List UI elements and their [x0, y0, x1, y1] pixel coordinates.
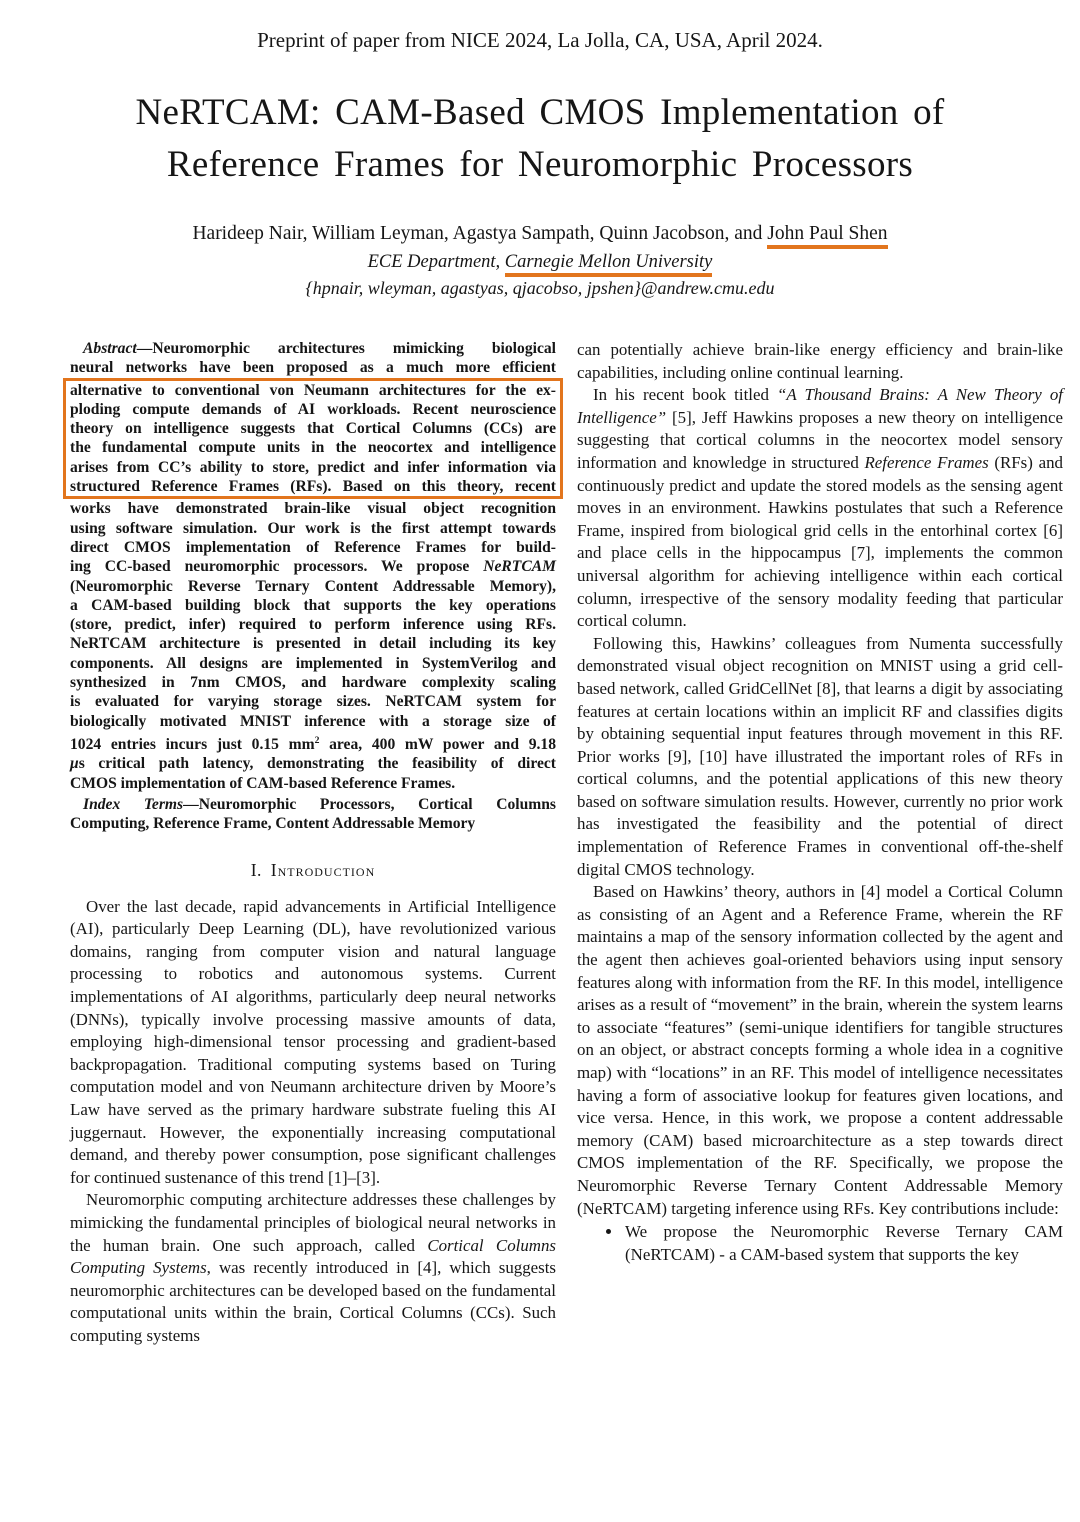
text-segment: Cortical Columns Computing Systems: [70, 1235, 557, 1278]
text-segment: Index Terms: [83, 796, 184, 814]
text-segment: (RFs) and continuously predict and update the stored models as the sensing agent moves in an environment. Hawkins postulates that such a Reference Frame, inspired from biological grid cells in the entorhinal cortex [6] and place cells in the hippocampus [7], implements the common universal algorithm for achieving intelligence within each cortical column, irrespective of the sensory modality feeding that particular cortical column.: [577, 452, 1063, 631]
paragraph: [577, 633, 1063, 882]
text-segment: μ: [70, 755, 79, 773]
abstract-line: [70, 634, 556, 653]
paragraph: [577, 384, 1063, 633]
abstract-line: [70, 419, 556, 438]
text-segment: s critical path latency, demonstrating the feasibility of direct: [78, 755, 556, 773]
author-list: [0, 223, 1080, 245]
text-segment: Based on Hawkins’ theory, authors in [4] model a Cortical Column as consisting of an Agent and a Reference Frame, wherein the RF maintains a map of the sensory information collected by the agent and the agent then achieves goal-oriented behaviors using input sensory features along with information from the RF. In this model, intelligence arises as a result of “movement” in the brain, wherein the system learns to associate “features” (semi-unique identifiers for tangible structures on an object, or abstract concepts forming a whole idea in a cognitive map) with “locations” in an RF. This model of intelligence necessitates having a form of associative lookup for features given locations, and vice versa. Hence, in this work, we propose a content addressable memory (CAM) based microarchitecture as a step towards direct CMOS implementation of the RF. Specifically, we propose the Neuromorphic Reverse Ternary Content Addressable Memory (NeRTCAM) targeting inference using RFs. Key contributions include:: [577, 882, 1063, 1218]
affiliation-cmu-highlighted: Carnegie Mellon University: [505, 252, 713, 277]
affiliation-department: ECE Department,: [367, 252, 505, 272]
text-segment: arises from CC’s ability to store, predict and infer information via: [70, 458, 556, 476]
text-segment: 2: [314, 734, 320, 746]
text-segment: “A Thousand Brains: A New Theory of Intelligence”: [577, 385, 1063, 427]
abstract-line: [70, 400, 556, 419]
abstract-line: [70, 615, 556, 634]
text-segment: a CAM-based building block that supports the key operations: [70, 596, 556, 614]
text-segment: NeRTCAM architecture is presented in detail including its key: [70, 635, 556, 653]
text-segment: (store, predict, infer) required to perform inference using RFs.: [70, 616, 556, 634]
text-segment: (Neuromorphic Reverse Ternary Content Addressable Memory),: [70, 577, 556, 595]
introduction-left-paragraphs: [70, 896, 556, 1348]
text-segment: Reference Frames: [864, 452, 989, 472]
text-segment: [5], Jeff Hawkins proposes a new theory on intelligence suggesting that cortical columns in the neocortex model sensory information and knowledge in structured: [577, 407, 1063, 472]
section-heading-introduction: [70, 860, 556, 881]
text-segment: In his recent book titled: [593, 385, 777, 405]
abstract-orange-annotation-box: [63, 378, 563, 500]
author-names: Harideep Nair, William Leyman, Agastya Sampath, Quinn Jacobson, and: [192, 223, 768, 244]
text-segment: Neuromorphic computing architecture addresses these challenges by mimicking the fundamental principles of biological neural networks in the human brain. One such approach, called: [70, 1190, 556, 1255]
text-segment: can potentially achieve brain-like energy efficiency and brain-like capabilities, including online continual learning.: [577, 340, 1063, 382]
abstract-line: [70, 499, 556, 518]
paragraph: [70, 1189, 556, 1347]
affiliation: [0, 252, 1080, 273]
text-segment: —Neuromorphic Processors, Cortical Columns Computing, Reference Frame, Content Addressable Memory: [70, 796, 556, 833]
two-column-body: [70, 339, 1063, 1347]
section-number: I.: [250, 859, 262, 880]
text-segment: alternative to conventional von Neumann architectures for the ex-: [70, 381, 556, 399]
text-segment: area, 400 mW power and 9.18: [319, 736, 556, 754]
contributions-list: [577, 1221, 1063, 1266]
text-segment: 1024 entries incurs just 0.15 mm: [70, 736, 315, 754]
text-segment: , was recently introduced in [4], which suggests neuromorphic architectures can be developed based on the fundamental computational units within the brain, Cortical Columns (CCs). Such computing systems: [70, 1258, 557, 1345]
abstract-line: [70, 654, 556, 673]
abstract-line: [70, 712, 556, 731]
paragraph: [577, 339, 1063, 384]
abstract-line: [70, 519, 556, 538]
text-segment: structured Reference Frames (RFs). Based on this theory, recent: [70, 478, 556, 496]
left-column: [70, 339, 556, 1347]
abstract: [70, 339, 556, 793]
abstract-line: [70, 339, 556, 358]
contribution-item: [623, 1221, 1063, 1266]
text-segment: direct CMOS implementation of Reference Frames for build-: [70, 538, 556, 556]
text-segment: Over the last decade, rapid advancements in Artificial Intelligence (AI), particularly Deep Learning (DL), have revolutionized various domains, ranging from computer vision and natural language processing to robotics and autonomous systems. Current implementations of AI algorithms, particularly deep neural networks (DNNs), typically involve processing massive amounts of data, employing high-dimensional tensor processing and gradient-based backpropagation. Traditional computing systems based on Turing computation model and von Neumann architecture driven by Moore’s Law have served as the primary hardware substrate fueling this AI juggernaut. However, the exponentially increasing computational demand, and thereby power consumption, pose significant challenges for continued sustenance of this trend [1]–[3].: [70, 896, 556, 1187]
text-segment: NeRTCAM: [483, 558, 556, 576]
abstract-line: [70, 731, 556, 754]
abstract-line: [70, 754, 556, 773]
text-segment: biologically motivated MNIST inference with a storage size of: [70, 712, 556, 730]
abstract-line: [70, 577, 556, 596]
text-segment: works have demonstrated brain-like visual object recognition: [70, 500, 556, 518]
text-segment: components. All designs are implemented in SystemVerilog and: [70, 654, 556, 672]
abstract-lines-after-box: [70, 499, 556, 793]
paper-title-line-1: NeRTCAM: CAM-Based CMOS Implementation of: [135, 92, 945, 133]
abstract-line: [70, 477, 556, 496]
abstract-line: [70, 358, 556, 377]
right-column: [577, 339, 1063, 1347]
text-segment: ploding compute demands of AI workloads. Recent neuroscience: [70, 400, 556, 418]
text-segment: —Neuromorphic architectures mimicking biological: [136, 340, 556, 357]
paragraph: [70, 896, 556, 1190]
paper-title-line-2: Reference Frames for Neuromorphic Processors: [166, 144, 914, 185]
abstract-lines-before-box: [70, 339, 556, 378]
abstract-line: [70, 692, 556, 711]
text-segment: neural networks have been proposed as a much more efficient: [70, 359, 556, 377]
text-segment: We propose the Neuromorphic Reverse Ternary CAM (NeRTCAM) - a CAM-based system that supports the key: [625, 1222, 1063, 1264]
text-segment: the fundamental compute units in the neocortex and intelligence: [70, 439, 556, 457]
text-segment: CMOS implementation of CAM-based Reference Frames.: [70, 774, 456, 792]
abstract-line: [70, 673, 556, 692]
text-segment: using software simulation. Our work is the first attempt towards: [70, 519, 556, 537]
text-segment: is evaluated for varying storage sizes. NeRTCAM system for: [70, 693, 556, 711]
abstract-line: [70, 774, 556, 793]
author-john-paul-shen-highlighted: John Paul Shen: [767, 223, 887, 249]
introduction-right-paragraphs: [577, 339, 1063, 1220]
text-segment: ing CC-based neuromorphic processors. We propose: [70, 558, 484, 576]
text-segment: Abstract: [83, 340, 137, 357]
abstract-line: [70, 438, 556, 457]
text-segment: Following this, Hawkins’ colleagues from Numenta successfully demonstrated visual object recognition on MNIST using a grid cell-based network, called GridCellNet [8], that learns a digit by associating features at certain locations within an implicit RF and classifies digits by obtaining sequential input features through movement in this RF. Prior works [9], [10] have illustrated the important roles of RFs in cortical columns, and the potential applications of this new theory based on software simulation results. However, currently no prior work has investigated the feasibility and the potential of direct implementation of Reference Frames in conventional off-the-shelf digital CMOS technology.: [577, 633, 1063, 879]
abstract-line: [70, 596, 556, 615]
author-emails: {hpnair, wleyman, agastyas, qjacobso, jpshen}@andrew.cmu.edu: [305, 278, 775, 298]
preprint-notice: Preprint of paper from NICE 2024, La Jolla, CA, USA, April 2024.: [257, 28, 823, 52]
text-segment: theory on intelligence suggests that Cortical Columns (CCs) are: [70, 420, 556, 438]
abstract-line: [70, 538, 556, 557]
abstract-line: [70, 458, 556, 477]
paragraph: [577, 881, 1063, 1220]
index-terms: [70, 795, 556, 834]
abstract-line: [70, 557, 556, 576]
text-segment: synthesized in 7nm CMOS, and hardware complexity scaling: [70, 674, 556, 692]
abstract-line: [70, 381, 556, 400]
section-title: Introduction: [270, 859, 376, 880]
paper-title: [0, 87, 1080, 191]
